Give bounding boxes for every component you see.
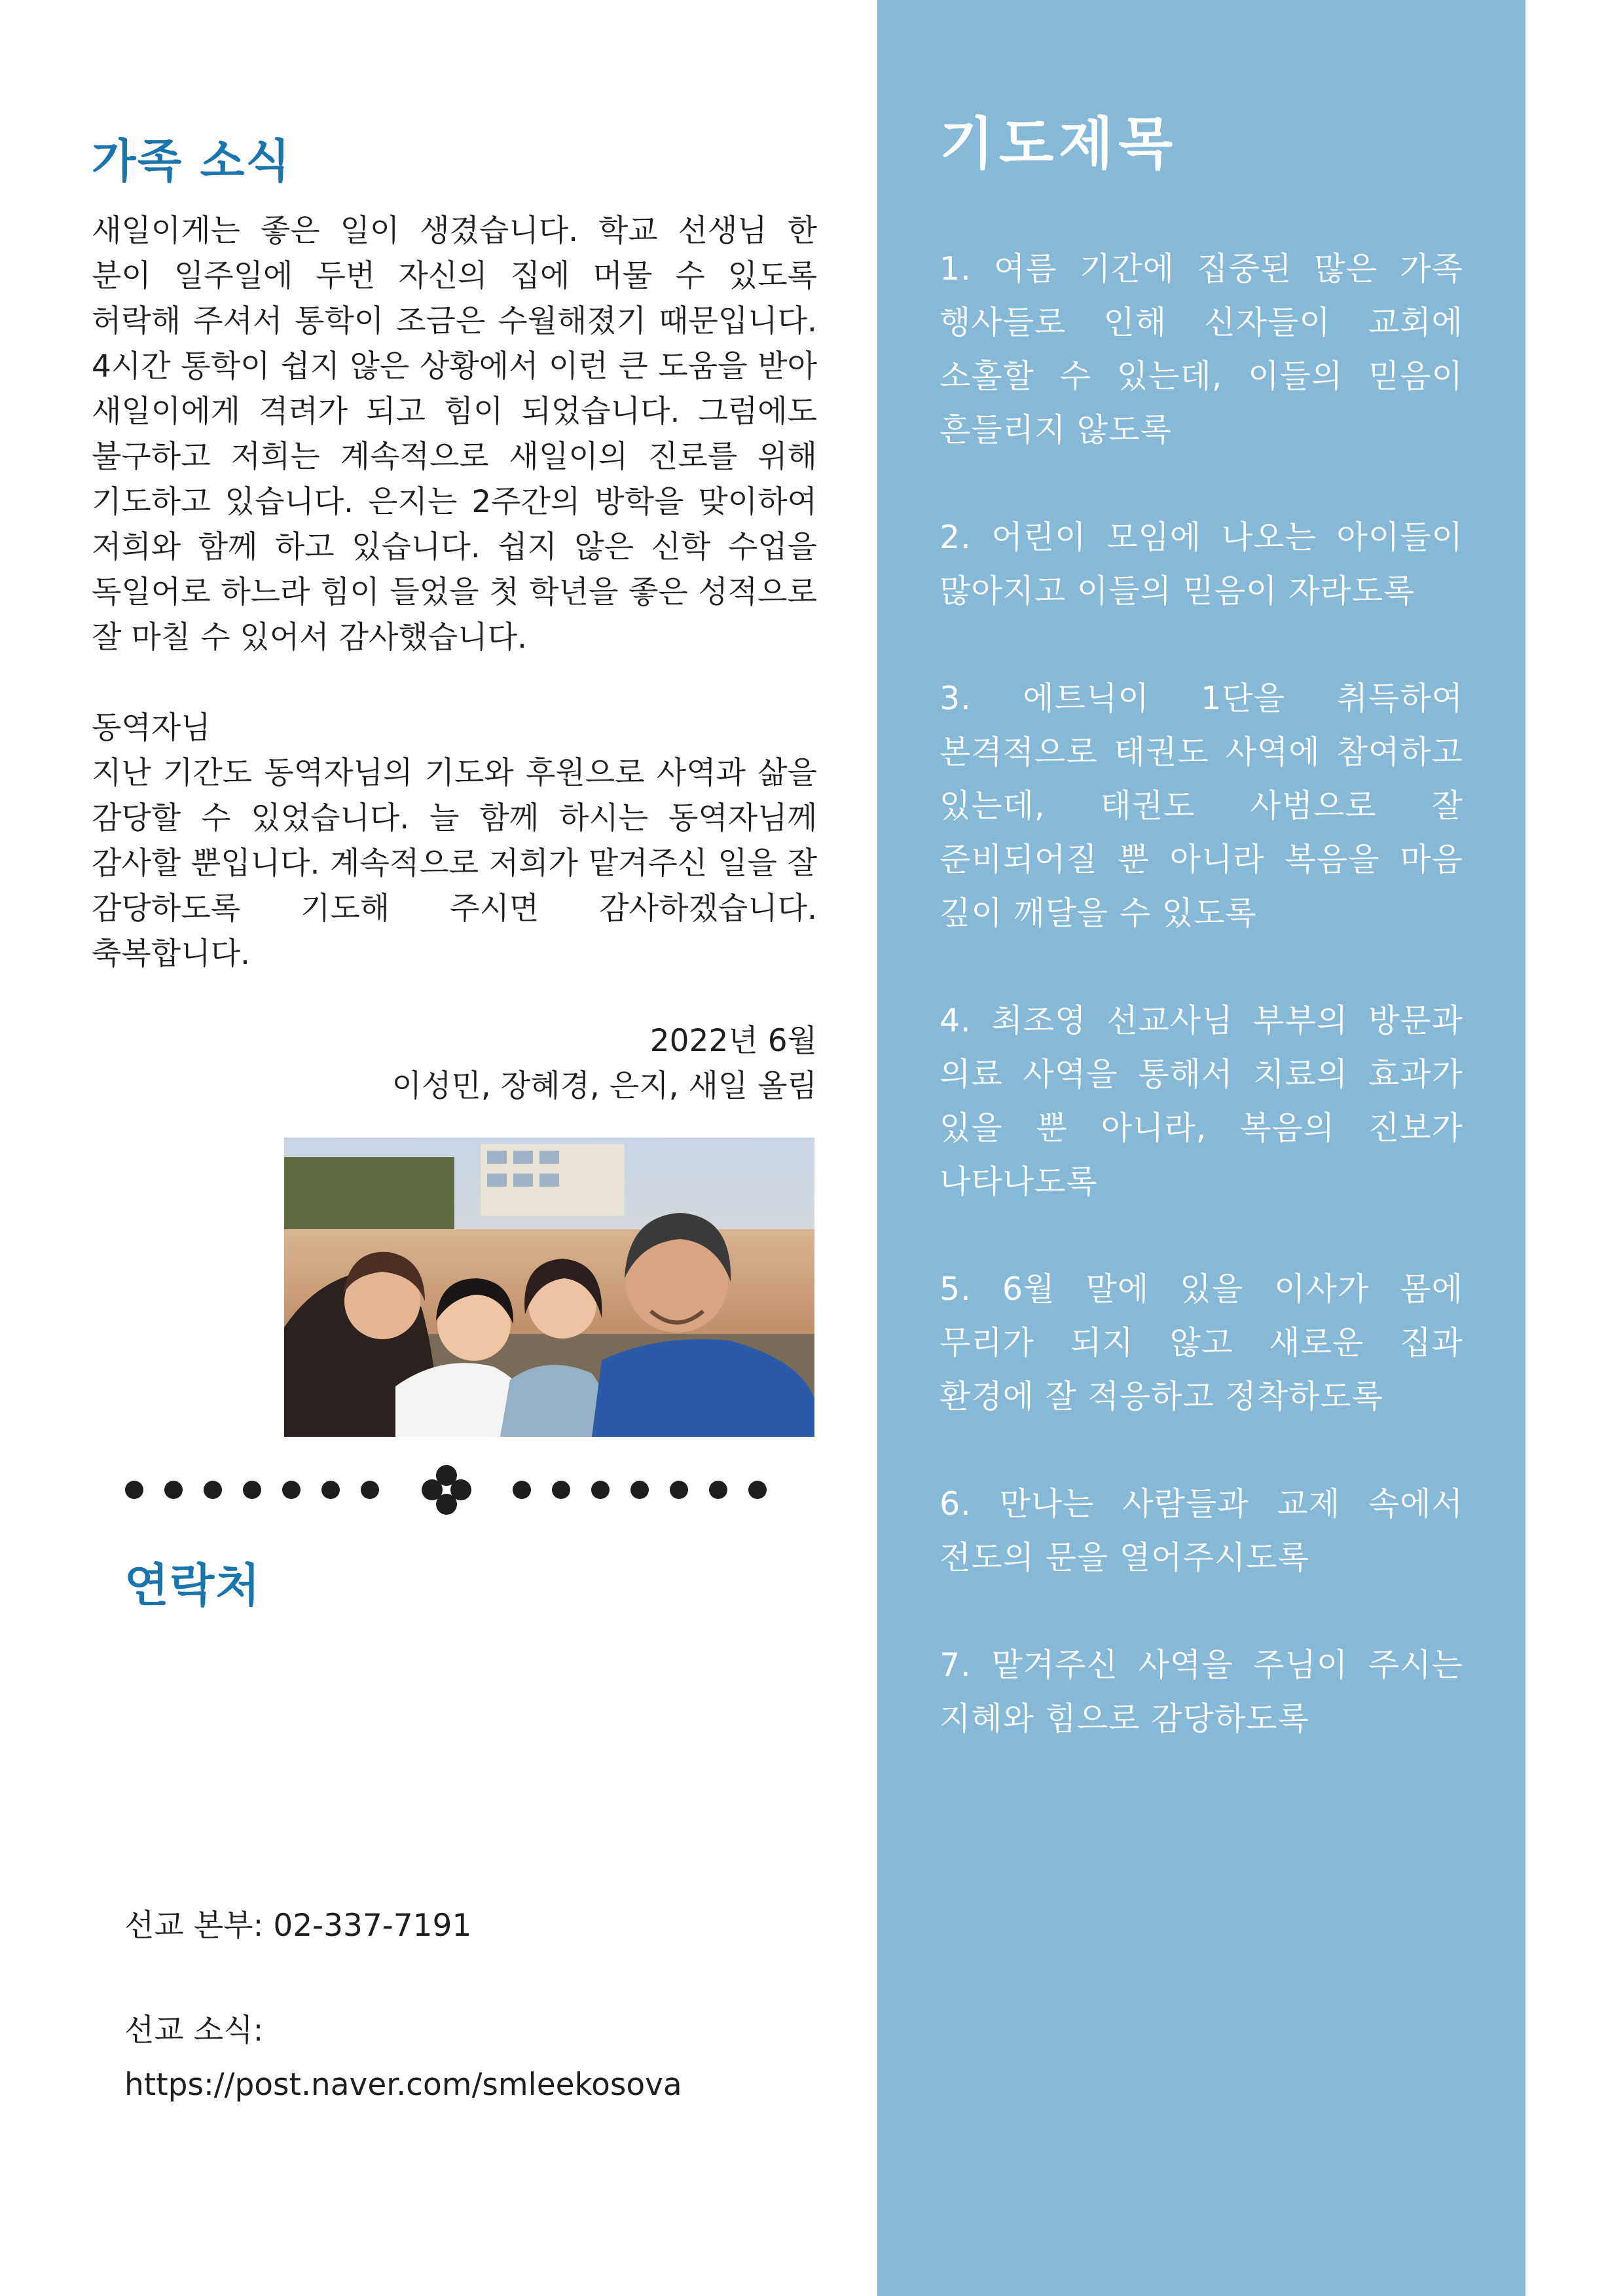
prayer-item: 1. 여름 기간에 집중된 많은 가족 행사들로 인해 신자들이 교회에 소홀할 수 있는데, 이들의 믿음이 흔들리지 않도록 [939, 250, 1463, 449]
page-margin [1525, 0, 1623, 2296]
hq-phone: 선교 본부: 02-337-7191 [124, 1908, 472, 1944]
letter-signature: 이성민, 장혜경, 은지, 새일 올림 [392, 1068, 817, 1104]
family-news-title: 가족 소식 [92, 134, 291, 188]
letter-date: 2022년 6월 [649, 1023, 817, 1059]
signature-block [92, 1018, 817, 1117]
partner-paragraph: 지난 기간도 동역자님의 기도와 후원으로 사역과 삶을 감당할 수 있었습니다. 늘 함께 하시는 동역자님께 감사할 뿐입니다. 계속적으로 저희가 맡겨주신 일을 잘 감당하도록 기도해 주시면 감사하겠습니다. 축복합니다. [92, 755, 817, 972]
greeting-text: 동역자님 [92, 710, 211, 746]
family-news-paragraph: 새일이게는 좋은 일이 생겼습니다. 학교 선생님 한 분이 일주일에 두번 자신의 집에 머물 수 있도록 허락해 주셔서 통학이 조금은 수월해졌기 때문입니다. 4시간 통학이 쉽지 않은 상황에서 이런 큰 도움을 받아 새일이에게 격려가 되고 힘이 되었습니다. 그럼에도 불구하고 저희는 계속적으로 새일이의 진로를 위해 기도하고 있습니다. 은지는 2주간의 방학을 맞이하여 저희와 함께 하고 있습니다. 쉽지 않은 신학 수업을 독일어로 하느라 힘이 들었을 첫 학년을 좋은 성적으로 잘 마칠 수 있어서 감사했습니다. [92, 213, 817, 656]
prayer-item: 4. 최조영 선교사님 부부의 방문과 의료 사역을 통해서 치료의 효과가 있을 뿐 아니라, 복음의 진보가 나타나도록 [939, 1002, 1463, 1200]
prayer-item: 2. 어린이 모임에 나오는 아이들이 많아지고 이들의 믿음이 자라도록 [939, 519, 1463, 610]
news-link[interactable]: https://post.naver.com/smleekosova [124, 2067, 682, 2103]
family-photo [284, 1138, 814, 1437]
prayer-item: 3. 에트닉이 1단을 취득하여 본격적으로 태권도 사역에 참여하고 있는데, 태권도 사범으로 잘 준비되어질 뿐 아니라 복음을 마음 깊이 깨달을 수 있도록 [939, 680, 1463, 932]
prayer-panel [877, 0, 1525, 2296]
prayer-list [939, 242, 1463, 1800]
prayer-item: 7. 맡겨주신 사역을 주님이 주시는 지혜와 힘으로 감당하도록 [939, 1646, 1463, 1737]
prayer-title: 기도제목 [939, 111, 1178, 177]
news-label: 선교 소식: [124, 2012, 264, 2048]
contact-title: 연락처 [124, 1559, 261, 1612]
prayer-item: 5. 6월 말에 있을 이사가 몸에 무리가 되지 않고 새로운 집과 환경에 잘 적응하고 정착하도록 [939, 1270, 1463, 1415]
ornamental-divider [121, 1464, 776, 1516]
prayer-item: 6. 만나는 사람들과 교제 속에서 전도의 문을 열어주시도록 [939, 1485, 1463, 1576]
